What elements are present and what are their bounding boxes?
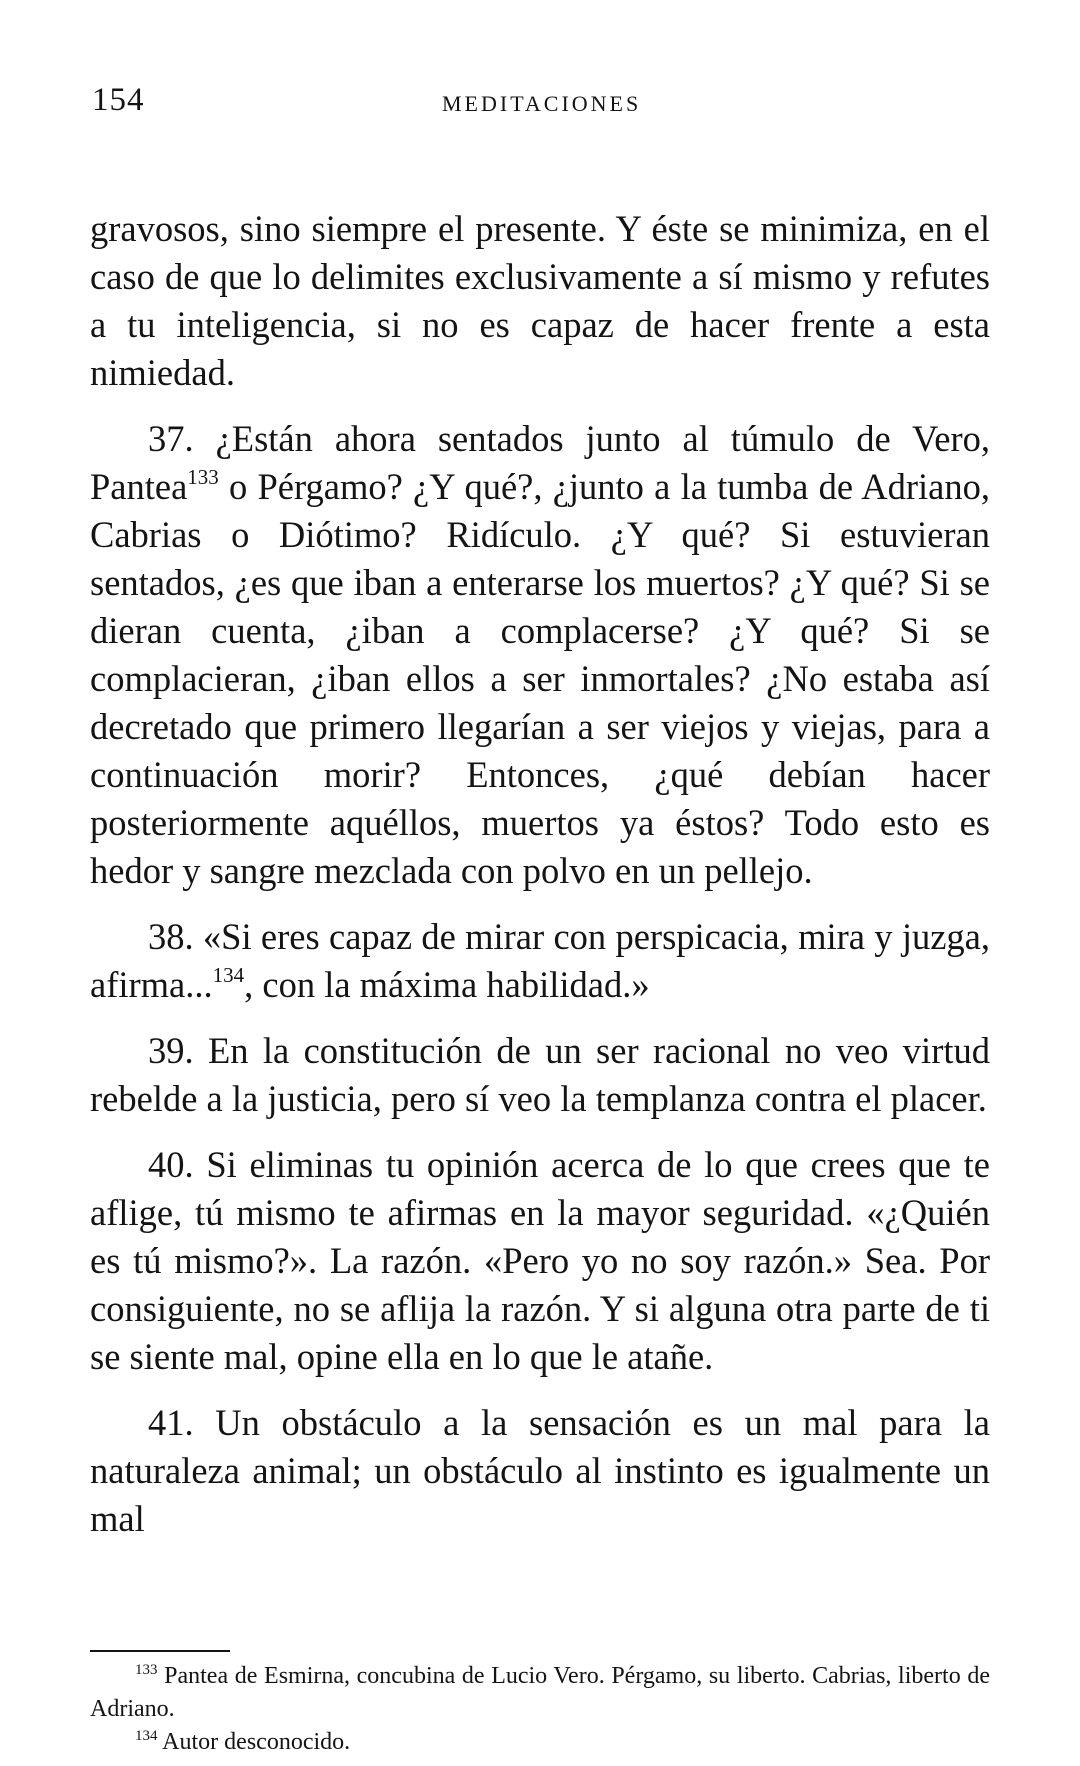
footnotes — [90, 1660, 990, 1759]
paragraph-38 — [90, 913, 990, 1009]
paragraph-37-text-a: 37. ¿Están ahora sentados junto al túmulo de Vero, Pantea — [90, 418, 990, 507]
body-text — [90, 205, 990, 1561]
footnote-number: 134 — [135, 1728, 158, 1744]
paragraph-39: 39. En la constitución de un ser racional no veo virtud rebelde a la justicia, pero sí veo la templanza contra el placer. — [90, 1030, 990, 1119]
footnote-ref-133[interactable]: 133 — [187, 465, 219, 489]
paragraph-38-text-b: , con la máxima habilidad.» — [244, 964, 650, 1005]
paragraph-40: 40. Si eliminas tu opinión acerca de lo que crees que te aflige, tú mismo te afirmas en la mayor seguridad. «¿Quién es tú mismo?». La razón. «Pero yo no soy razón.» Sea. Por consiguiente, no se aflija la razón. Y si alguna otra parte de ti se siente mal, opine ella en lo que le atañe. — [90, 1144, 990, 1377]
footnote-divider — [90, 1650, 230, 1652]
paragraph-41: 41. Un obstáculo a la sensación es un mal para la naturaleza animal; un obstáculo al instinto es igualmente un mal — [90, 1402, 990, 1539]
page-number: 154 — [92, 82, 145, 118]
footnote-number: 133 — [135, 1662, 158, 1678]
page-header — [92, 82, 992, 122]
paragraph-37 — [90, 415, 990, 895]
footnote-133 — [90, 1660, 990, 1726]
footnote-text: Pantea de Esmirna, concubina de Lucio Vero. Pérgamo, su liberto. Cabrias, liberto de Adriano. — [90, 1663, 990, 1722]
paragraph-38-text-a: 38. «Si eres capaz de mirar con perspicacia, mira y juzga, afirma... — [90, 916, 990, 1005]
running-title: MEDITACIONES — [442, 91, 642, 116]
footnote-text: Autor desconocido. — [157, 1729, 351, 1755]
footnote-134 — [90, 1726, 990, 1759]
paragraph-continuation: gravosos, sino siempre el presente. Y éste se minimiza, en el caso de que lo delimites exclusivamente a sí mismo y refutes a tu inteligencia, si no es capaz de hacer frente a esta nimiedad. — [90, 208, 990, 393]
footnote-ref-134[interactable]: 134 — [212, 963, 245, 987]
paragraph-37-text-b: o Pérgamo? ¿Y qué?, ¿junto a la tumba de Adriano, Cabrias o Diótimo? Ridículo. ¿Y qué? Si estuvieran sentados, ¿es que iban a enterarse los muertos? ¿Y qué? Si se dieran cuenta, ¿iban a complacerse? ¿Y qué? Si se complacieran, ¿iban ellos a ser inmortales? ¿No estaba así decretado que primero llegarían a ser viejos y viejas, para a continuación morir? Entonces, ¿qué debían hacer posteriormente aquéllos, muertos ya éstos? Todo esto es hedor y sangre mezclada con polvo en un pellejo. — [90, 466, 990, 891]
